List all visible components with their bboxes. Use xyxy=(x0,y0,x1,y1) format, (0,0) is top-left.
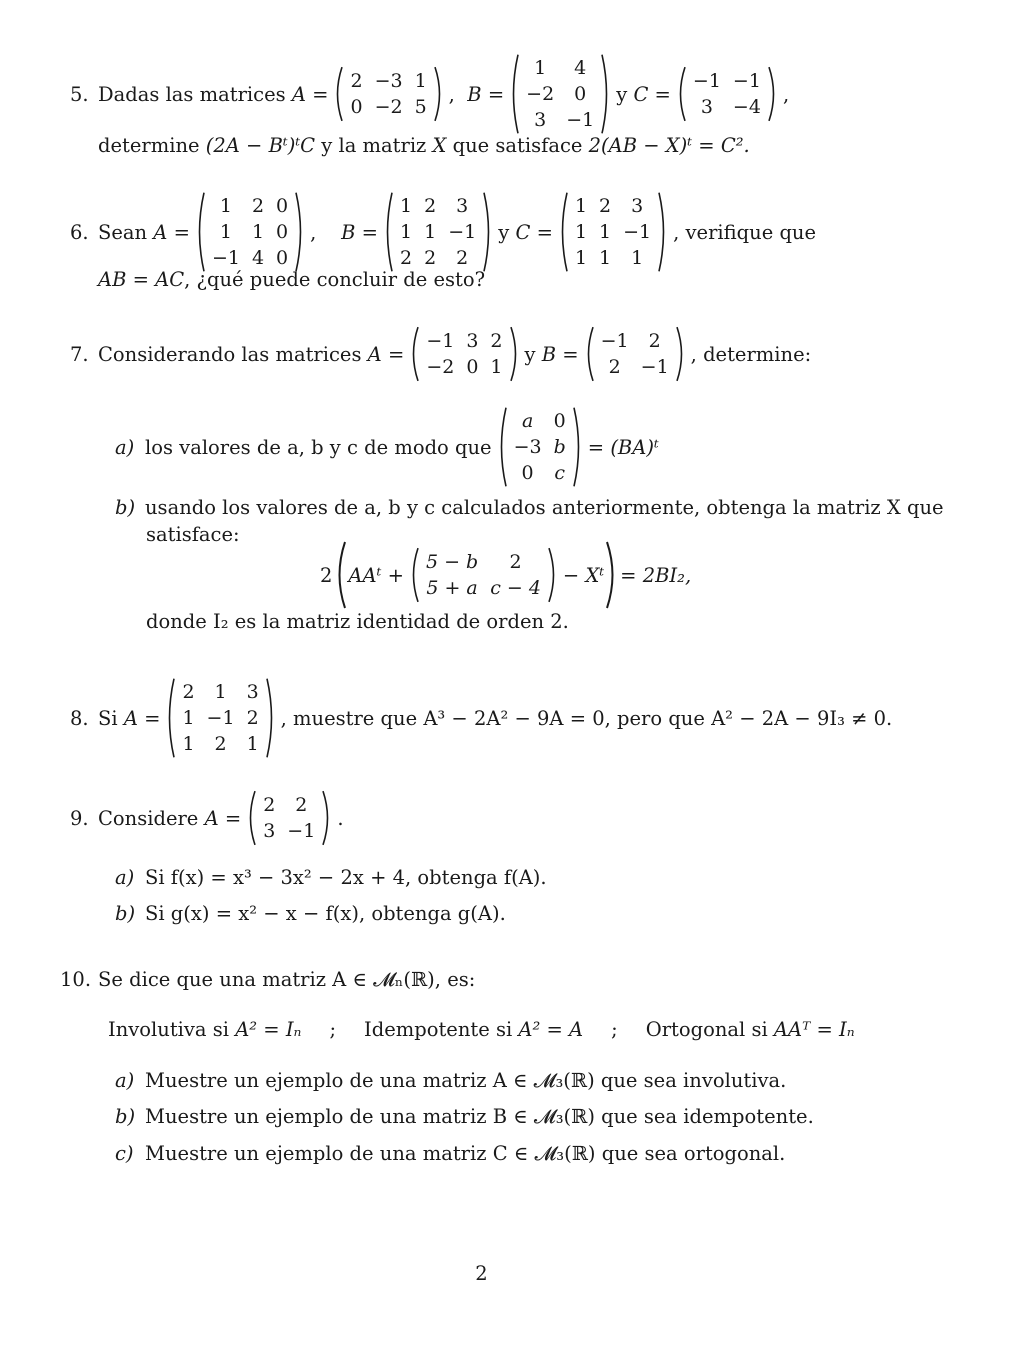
problem-5: 5. Dadas las matrices A = 2 −3 1 0 −2 5 , B = 1 4 −2 0 3 −1 y C = −1 −1 3 −4 , determine (2A − Bᵗ)ᵗC y la matriz X que satisface 2(AB − X)ᵗ = C². xyxy=(70,52,930,157)
matrix-row xyxy=(569,219,657,245)
left-paren-icon xyxy=(408,547,420,603)
problem-text: Si xyxy=(98,706,118,730)
item-text: Muestre un ejemplo de una matriz B ∈ 𝓜₃(ℝ) que sea idempotente. xyxy=(145,1105,814,1128)
equation-part: 2 xyxy=(320,563,333,587)
item-text: Muestre un ejemplo de una matriz A ∈ 𝓜₃(ℝ) que sea involutiva. xyxy=(145,1069,787,1092)
right-paren-icon xyxy=(509,326,521,382)
matrix-B xyxy=(508,53,612,135)
matrix-abc xyxy=(496,406,584,488)
matrix-entry: 2 xyxy=(295,794,308,816)
definition-name: Involutiva si xyxy=(108,1018,229,1041)
left-paren-icon xyxy=(245,790,257,846)
matrix-entry: 3 xyxy=(631,195,644,217)
left-paren-icon xyxy=(408,326,420,382)
matrix-entry: −1 xyxy=(732,70,761,92)
right-paren-icon xyxy=(294,191,306,273)
problem-10a xyxy=(115,1069,786,1092)
matrix-row xyxy=(520,81,600,107)
item-label: a) xyxy=(115,1069,135,1092)
matrix-entry: 1 xyxy=(574,247,588,269)
definitions-row xyxy=(108,1018,855,1041)
matrix-entry: 0 xyxy=(276,247,289,269)
problem-7b xyxy=(115,496,944,519)
matrix-row xyxy=(595,328,675,354)
separator: ; xyxy=(611,1018,618,1041)
equation: = (BA)ᵗ xyxy=(587,435,659,459)
matrix-entry: 2 xyxy=(608,356,621,378)
matrix-entry: 3 xyxy=(456,195,469,217)
matrix-entry: 2 xyxy=(350,70,363,92)
matrix-entry: 1 xyxy=(246,733,259,755)
right-paren-icon xyxy=(657,191,669,273)
item-text: donde I₂ es la matriz identidad de orden 2. xyxy=(146,610,569,633)
problem-7b-cont xyxy=(146,523,240,546)
matrix-entry: 0 xyxy=(276,221,289,243)
matrix-row xyxy=(344,68,432,94)
comma: , xyxy=(782,82,790,106)
matrix-entry: 3 xyxy=(700,96,713,118)
matrix-entry: 1 xyxy=(214,681,227,703)
matrix-entry: 1 xyxy=(574,221,588,243)
problem-number: 6. xyxy=(70,220,89,244)
item-text: satisface: xyxy=(146,523,240,546)
matrix-entry: 2 xyxy=(400,247,413,269)
matrix-entry: 2 xyxy=(490,330,503,352)
matrix-entry: −1 xyxy=(211,247,240,269)
matrix-entry: 2 xyxy=(263,794,276,816)
item-label: a) xyxy=(115,866,135,889)
problem-text: , ¿qué puede concluir de esto? xyxy=(184,268,486,291)
problem-text: , verifique que xyxy=(673,220,817,244)
definition-name: Ortogonal si xyxy=(645,1018,768,1041)
matrix-entry: −1 xyxy=(448,221,477,243)
matrix-row xyxy=(420,549,547,575)
problem-text: Considere xyxy=(98,806,199,830)
matrix-row xyxy=(520,55,600,81)
problem-7b-equation xyxy=(320,540,691,610)
problem-7: 7. Considerando las matrices A = −1 3 2 −2 0 1 y B = −1 2 2 −1 , determine: xyxy=(70,326,930,382)
matrix-entry: 1 xyxy=(599,221,612,243)
item-text: los valores de a, b y c de modo que xyxy=(145,435,492,459)
matrix-entry: 1 xyxy=(182,733,195,755)
matrix-entry: 1 xyxy=(400,221,413,243)
matrix-entry: a xyxy=(521,410,534,432)
matrix-entry: −1 xyxy=(692,70,721,92)
matrix-entry: 1 xyxy=(251,221,265,243)
matrix-entry: 1 xyxy=(219,221,232,243)
left-paren-icon xyxy=(194,191,206,273)
matrix-entry: 3 xyxy=(466,330,479,352)
matrix-A xyxy=(194,191,306,273)
matrix-C xyxy=(675,66,779,122)
matrix-entry: 0 xyxy=(350,96,363,118)
left-paren-icon xyxy=(164,677,176,759)
matrix-row xyxy=(257,792,321,818)
matrix-entry: 1 xyxy=(219,195,232,217)
matrix-2x2 xyxy=(408,547,559,603)
problem-9b xyxy=(115,902,506,925)
matrix-entry: −1 xyxy=(287,820,316,842)
right-paren-icon xyxy=(572,406,584,488)
matrix-B xyxy=(583,326,687,382)
matrix-entry: 1 xyxy=(599,247,612,269)
matrix-entry: −1 xyxy=(566,109,595,131)
matrix-row xyxy=(595,354,675,380)
matrix-entry: 1 xyxy=(574,195,588,217)
problem-text: . xyxy=(337,806,344,830)
matrix-entry: c xyxy=(554,462,566,484)
matrix-entry: 1 xyxy=(182,707,195,729)
left-paren-icon xyxy=(508,53,520,135)
problem-text: Se dice que una matriz A ∈ 𝓜ₙ(ℝ), es: xyxy=(98,968,476,991)
definition-condition: A² = Iₙ xyxy=(235,1018,302,1041)
matrix-entry: 1 xyxy=(414,70,427,92)
matrix-A xyxy=(164,677,276,759)
definition-condition: A² = A xyxy=(518,1018,584,1041)
matrix-entry: 0 xyxy=(521,462,534,484)
matrix-C xyxy=(557,191,669,273)
problem-text: Dadas las matrices xyxy=(98,82,286,106)
problem-8: 8. Si A = 2 1 3 1 −1 2 1 2 1 , muestre que A³ − 2A² − 9A = 0, pero que A² − 2A − 9I₃ ≠ 0. xyxy=(70,676,930,760)
left-paren-icon xyxy=(583,326,595,382)
matrix-row xyxy=(508,460,572,486)
problem-number: 9. xyxy=(70,806,89,830)
problem-number: 5. xyxy=(70,82,89,106)
item-text: Si g(x) = x² − x − f(x), obtenga g(A). xyxy=(145,902,506,925)
left-paren-icon xyxy=(332,540,348,610)
matrix-entry: −2 xyxy=(526,83,555,105)
matrix-row xyxy=(257,818,321,844)
item-label: b) xyxy=(115,496,136,519)
matrix-entry: 2 xyxy=(509,551,522,573)
matrix-A xyxy=(332,66,444,122)
problem-number: 10. xyxy=(60,968,92,991)
matrix-B xyxy=(382,191,494,273)
matrix-entry: −2 xyxy=(374,96,403,118)
matrix-row xyxy=(520,107,600,133)
conjunction: y xyxy=(498,220,510,244)
matrix-row xyxy=(687,94,767,120)
matrix-entry: −3 xyxy=(513,436,542,458)
matrix-entry: 0 xyxy=(553,410,566,432)
matrix-entry: 1 xyxy=(424,221,437,243)
matrix-entry: b xyxy=(553,436,566,458)
separator: ; xyxy=(329,1018,337,1041)
page-number: 2 xyxy=(475,1262,488,1285)
problem-6: 6. Sean A = 1 2 0 1 1 0 −1 4 0 , B = 1 2 3 1 1 −1 2 2 2 y C = 1 2 3 1 1 −1 1 1 1 , verifique que AB = AC , ¿qué puede concluir de esto? xyxy=(70,190,930,291)
matrix-row xyxy=(206,193,294,219)
problem-10c xyxy=(115,1142,785,1165)
matrix-A xyxy=(408,326,520,382)
matrix-entry: 4 xyxy=(574,57,587,79)
right-paren-icon xyxy=(767,66,779,122)
problem-number: 8. xyxy=(70,706,89,730)
matrix-entry: −1 xyxy=(600,330,629,352)
matrix-entry: 3 xyxy=(534,109,547,131)
problem-9: 9. Considere A = 2 2 3 −1 . xyxy=(70,790,930,846)
matrix-entry: 3 xyxy=(263,820,276,842)
matrix-A xyxy=(245,790,333,846)
matrix-row xyxy=(687,68,767,94)
equation: AB = AC xyxy=(98,268,185,291)
matrix-entry: 5 + a xyxy=(426,577,478,599)
item-label: c) xyxy=(115,1142,134,1165)
matrix-row xyxy=(569,193,657,219)
matrix-entry: 5 xyxy=(414,96,427,118)
problem-text: , determine: xyxy=(690,342,812,366)
conjunction: y xyxy=(524,342,536,366)
right-paren-icon xyxy=(604,540,620,610)
matrix-entry: 1 xyxy=(490,356,503,378)
matrix-row xyxy=(344,94,432,120)
right-paren-icon xyxy=(482,191,494,273)
problem-number: 7. xyxy=(70,342,89,366)
matrix-row xyxy=(420,354,508,380)
problem-text: y la matriz xyxy=(321,134,427,157)
definition-name: Idempotente si xyxy=(364,1018,513,1041)
item-text: Si f(x) = x³ − 3x² − 2x + 4, obtenga f(A). xyxy=(145,866,547,889)
matrix-entry: −4 xyxy=(732,96,761,118)
matrix-entry: 2 xyxy=(648,330,661,352)
equation-part: AAᵗ + xyxy=(348,563,404,587)
problem-text: , muestre que A³ − 2A² − 9A = 0, pero que A² − 2A − 9I₃ ≠ 0. xyxy=(280,706,893,730)
matrix-entry: 0 xyxy=(276,195,289,217)
left-paren-icon xyxy=(382,191,394,273)
problem-9a xyxy=(115,866,547,889)
matrix-entry: −1 xyxy=(206,707,235,729)
matrix-entry: 3 xyxy=(246,681,259,703)
definition-condition: AAᵀ = Iₙ xyxy=(773,1018,855,1041)
item-label: b) xyxy=(115,902,136,925)
matrix-entry: 2 xyxy=(182,681,195,703)
right-paren-icon xyxy=(265,677,277,759)
matrix-entry: 2 xyxy=(214,733,227,755)
matrix-entry: 2 xyxy=(424,195,437,217)
problem-text: determine xyxy=(98,134,200,157)
matrix-row xyxy=(176,705,264,731)
matrix-entry: −3 xyxy=(374,70,403,92)
matrix-entry: 2 xyxy=(424,247,437,269)
matrix-row xyxy=(508,434,572,460)
item-label: a) xyxy=(115,435,135,459)
problem-7a xyxy=(115,405,659,489)
matrix-entry: 0 xyxy=(574,83,587,105)
problem-10 xyxy=(60,968,475,991)
matrix-entry: 2 xyxy=(246,707,259,729)
item-label: b) xyxy=(115,1105,136,1128)
matrix-row xyxy=(569,245,657,271)
matrix-row xyxy=(176,731,264,757)
matrix-entry: −2 xyxy=(426,356,455,378)
conjunction: y xyxy=(616,82,628,106)
matrix-row xyxy=(206,219,294,245)
left-paren-icon xyxy=(557,191,569,273)
problem-text: Considerando las matrices xyxy=(98,342,362,366)
matrix-entry: 1 xyxy=(400,195,413,217)
problem-text: Sean xyxy=(98,220,148,244)
matrix-row xyxy=(420,575,547,601)
equation: 2(AB − X)ᵗ = C². xyxy=(588,134,750,157)
right-paren-icon xyxy=(321,790,333,846)
matrix-entry: −1 xyxy=(640,356,669,378)
item-text: Muestre un ejemplo de una matriz C ∈ 𝓜₃(ℝ) que sea ortogonal. xyxy=(145,1142,786,1165)
item-text: usando los valores de a, b y c calculados anteriormente, obtenga la matriz X que xyxy=(145,496,944,519)
variable: X xyxy=(432,134,447,157)
right-paren-icon xyxy=(433,66,445,122)
equation-part: − Xᵗ xyxy=(562,563,605,587)
matrix-entry: 1 xyxy=(534,57,547,79)
matrix-entry: 0 xyxy=(466,356,479,378)
left-paren-icon xyxy=(675,66,687,122)
right-paren-icon xyxy=(547,547,559,603)
matrix-entry: 2 xyxy=(599,195,612,217)
matrix-row xyxy=(394,219,482,245)
problem-10b xyxy=(115,1105,814,1128)
matrix-row xyxy=(394,193,482,219)
matrix-entry: −1 xyxy=(623,221,652,243)
equation-part: = 2BI₂, xyxy=(620,563,692,587)
left-paren-icon xyxy=(496,406,508,488)
right-paren-icon xyxy=(675,326,687,382)
problem-7b-note xyxy=(146,610,569,633)
matrix-entry: 5 − b xyxy=(425,551,479,573)
right-paren-icon xyxy=(600,53,612,135)
left-paren-icon xyxy=(332,66,344,122)
matrix-row xyxy=(176,679,264,705)
matrix-entry: 2 xyxy=(251,195,265,217)
problem-text: que satisface xyxy=(452,134,583,157)
matrix-entry: c − 4 xyxy=(490,577,541,599)
expression: (2A − Bᵗ)ᵗC xyxy=(205,134,316,157)
matrix-entry: 1 xyxy=(631,247,644,269)
matrix-row xyxy=(420,328,508,354)
matrix-entry: 4 xyxy=(251,247,265,269)
matrix-entry: −1 xyxy=(426,330,455,352)
matrix-row xyxy=(508,408,572,434)
matrix-entry: 2 xyxy=(456,247,469,269)
